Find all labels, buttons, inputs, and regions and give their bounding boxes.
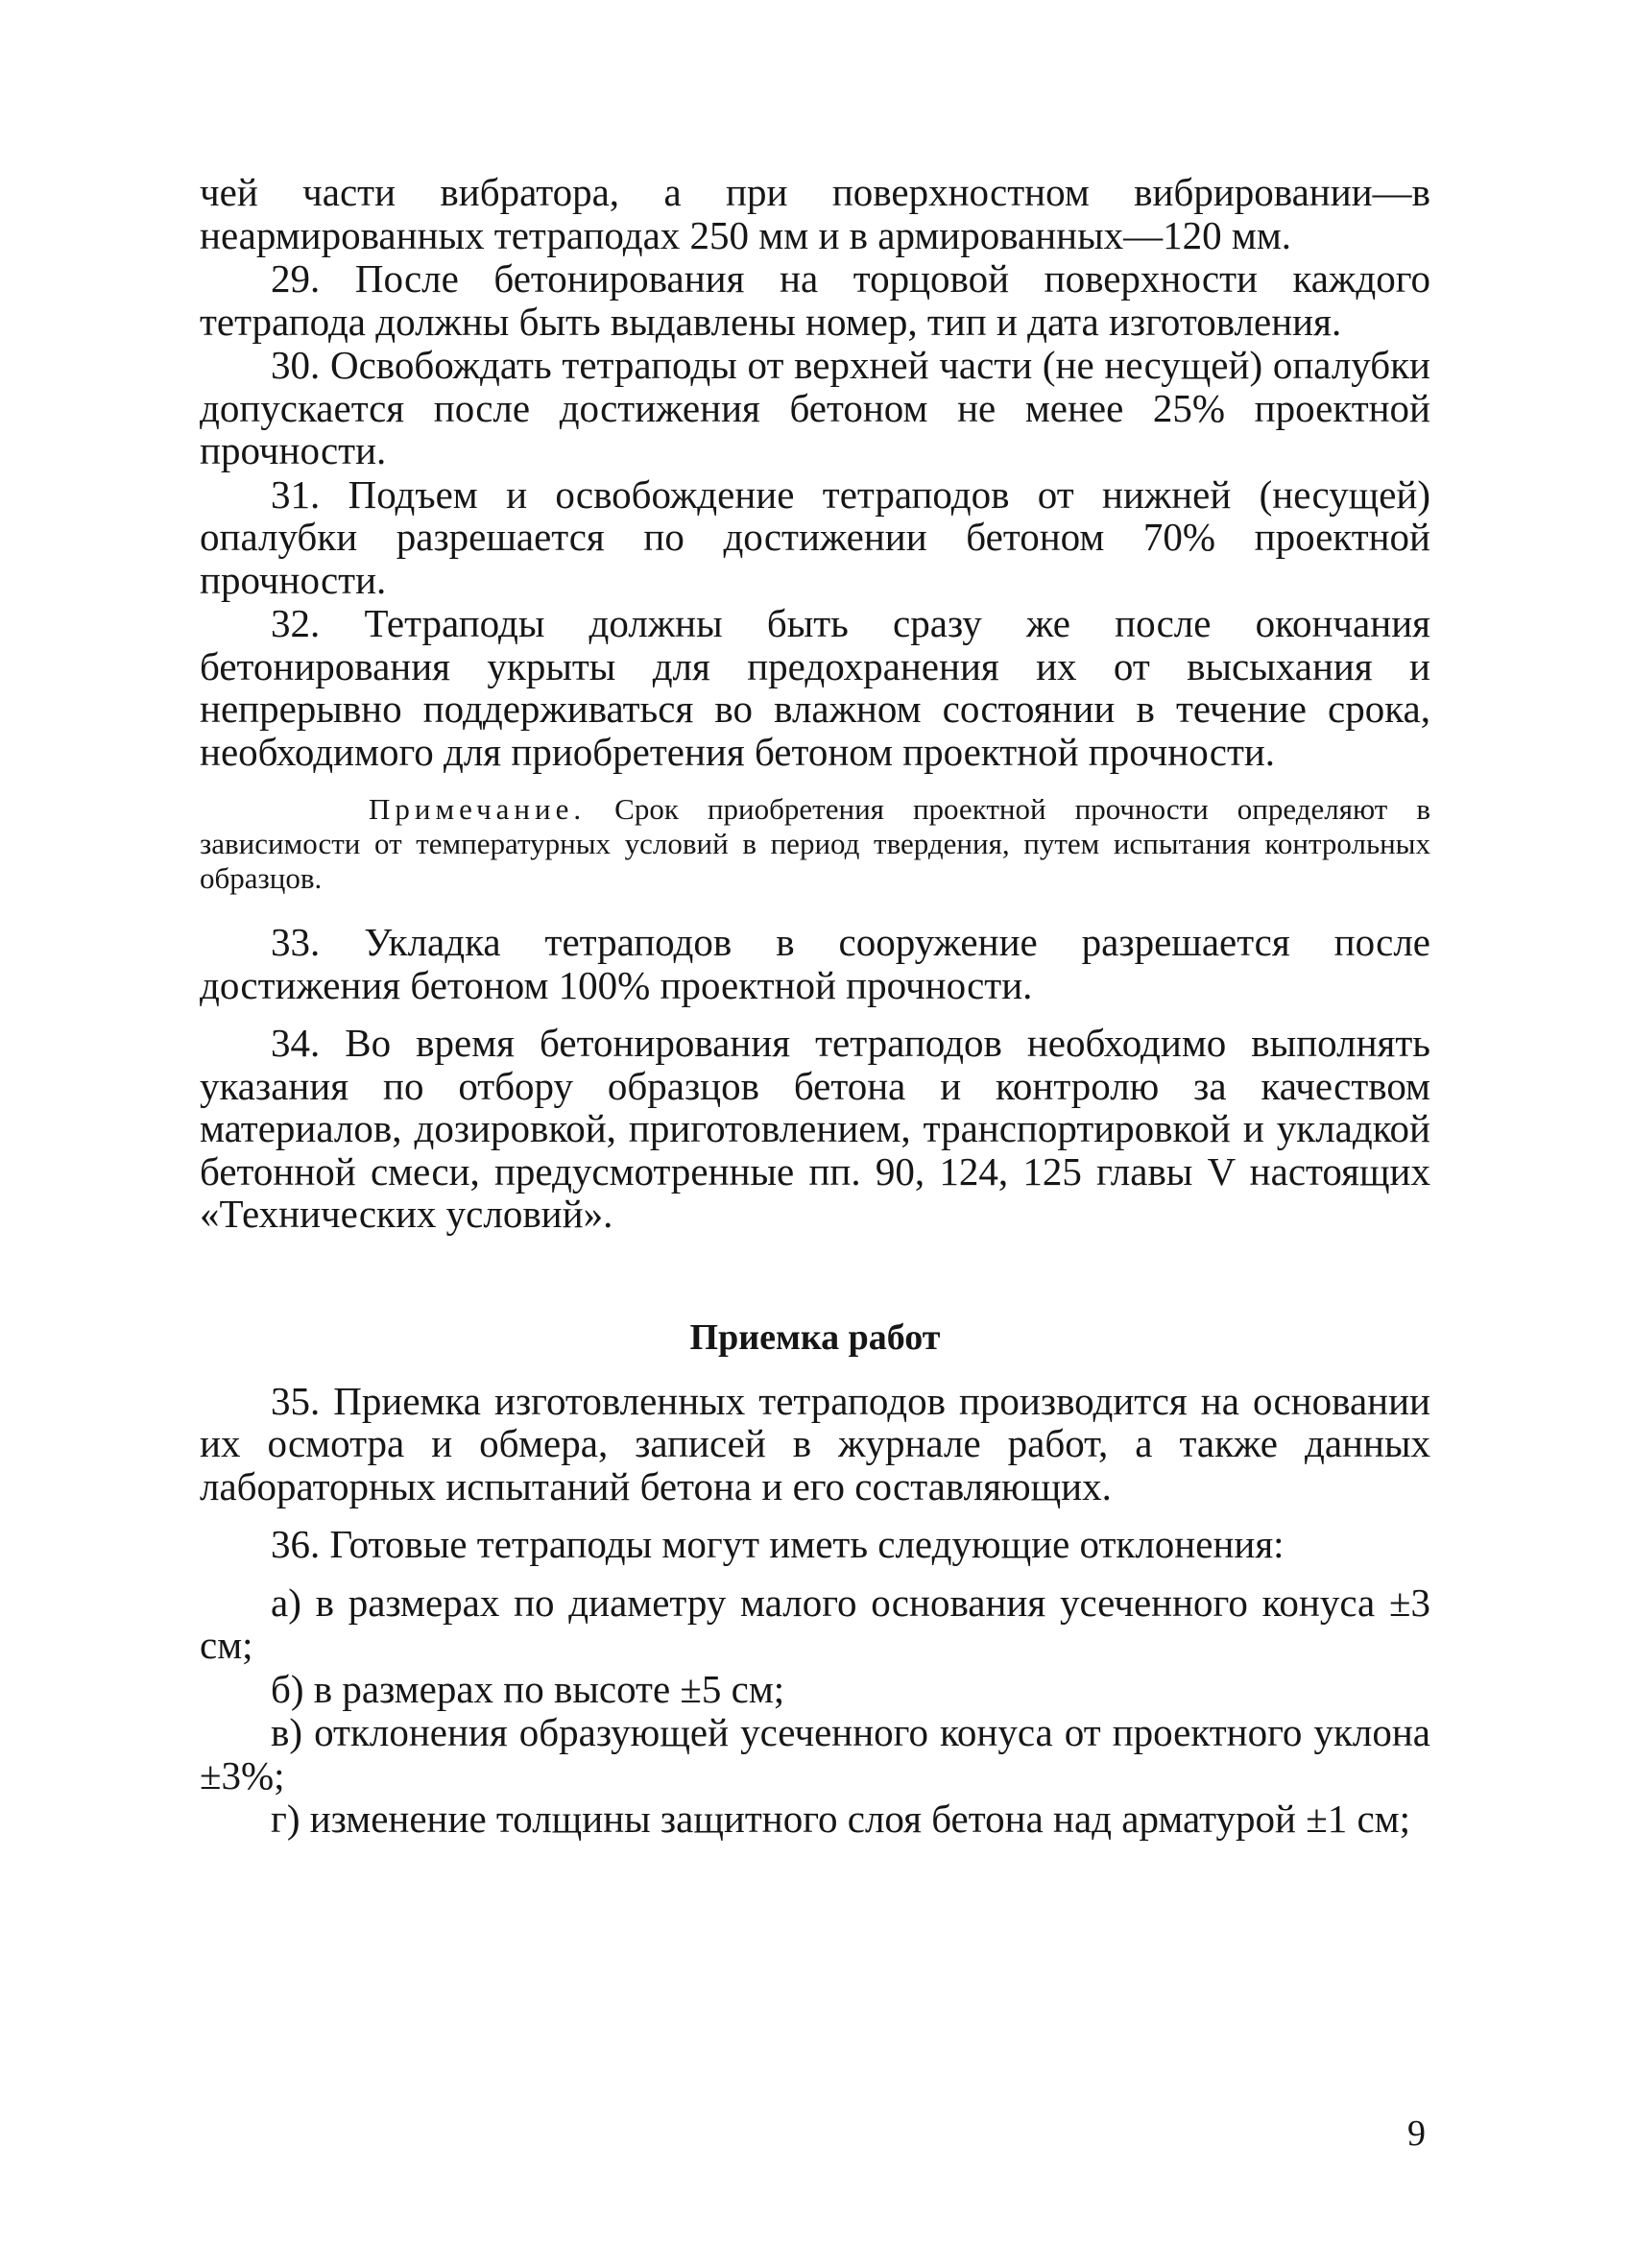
deviation-item-d: г) изменение толщины защитного слоя бетона над арматурой ±1 см;	[271, 1797, 1410, 1841]
paragraph-34: 34. Во время бетонирования тетраподов необходимо выполнять указания по отбору образцов бетона и контролю за качеством материалов, дозировкой, приготовлением, транспортировкой и укладкой бетонной смеси, предусмотренные пп. 90, 124, 125 главы V настоящих «Технических условий».	[200, 1021, 1430, 1236]
page-number: 9	[1407, 2113, 1426, 2154]
note-lead: Примечание.	[369, 792, 587, 826]
note-text: Срок приобретения проектной прочности определяют в зависимости от температурных условий в период твердения, путем испытания контрольных образцов.	[200, 792, 1430, 895]
deviation-item-a: а) в размерах по диаметру малого основания усеченного конуса ±3 см;	[200, 1580, 1430, 1667]
paragraph-35: 35. Приемка изготовленных тетраподов производится на основании их осмотра и обмера, записей в журнале работ, а также данных лабораторных испытаний бетона и его составляющих.	[200, 1378, 1430, 1508]
section-heading: Приемка работ	[689, 1316, 941, 1358]
paragraph-31: 31. Подъем и освобождение тетраподов от нижней (несущей) опалубки разрешается по достижении бетоном 70% проектной прочности.	[200, 471, 1430, 602]
deviation-item-b: б) в размерах по высоте ±5 см;	[271, 1666, 785, 1711]
paragraph-28-continuation: чей части вибратора, а при поверхностном вибрировании—в неармированных тетраподах 250 мм и в армированных—120 мм.	[200, 170, 1430, 257]
paragraph-33: 33. Укладка тетраподов в сооружение разрешается после достижения бетоном 100% проектной прочности.	[200, 920, 1430, 1007]
deviation-item-c: в) отклонения образующей усеченного конуса от проектного уклона ±3%;	[200, 1710, 1430, 1798]
paragraph-32: 32. Тетраподы должны быть сразу же после окончания бетонирования укрыты для предохранения их от высыхания и непрерывно поддерживаться во влажном состоянии в течение срока, необходимого для приобретения бетоном проектной прочности.	[200, 601, 1430, 774]
paragraph-30: 30. Освобождать тетраподы от верхней части (не несущей) опалубки допускается после достижения бетоном не менее 25% проектной прочности.	[200, 343, 1430, 472]
paragraph-36: 36. Готовые тетраподы могут иметь следующие отклонения:	[271, 1522, 1285, 1566]
note	[200, 792, 1430, 896]
paragraph-29: 29. После бетонирования на торцовой поверхности каждого тетрапода должны быть выдавлены номер, тип и дата изготовления.	[200, 256, 1430, 344]
document-page	[200, 171, 1430, 1842]
